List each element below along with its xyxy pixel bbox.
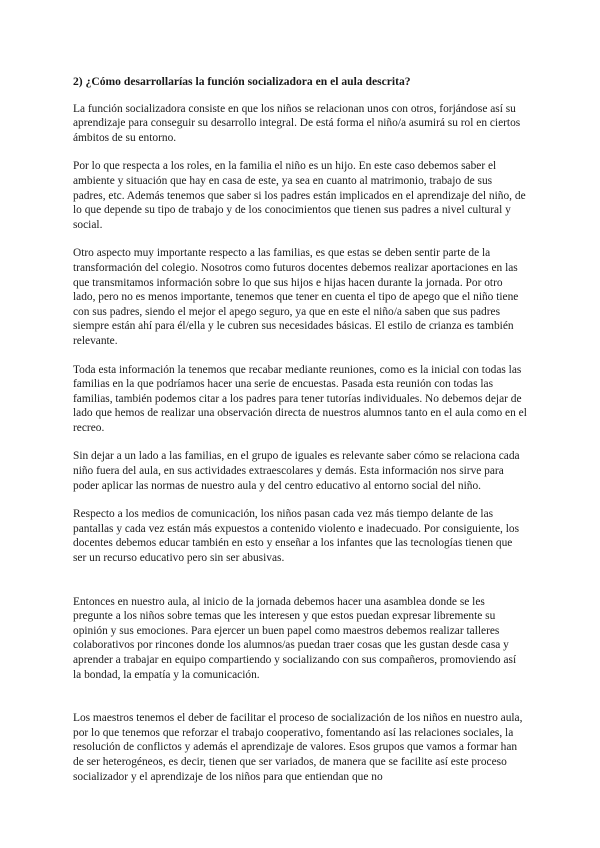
question-heading: 2) ¿Cómo desarrollarías la función socializadora en el aula descrita?: [73, 75, 411, 88]
paragraph-3: Otro aspecto muy importante respecto a las familias, es que estas se deben sentir parte de la transformación del colegio. Nosotros como futuros docentes debemos realizar aportaciones en las que transmitamos información sobre lo que sus hijos e hijas hacen durante la jornada. Por otro lado, pero no es menos importante, tenemos que tener en cuenta el tipo de apego que el niño tiene con sus padres, siendo el mejor el apego seguro, ya que en este el niño/a saben que sus padres siempre están ahí para él/ella y le cubren sus necesidades básicas. El estilo de crianza es también relevante.: [73, 247, 519, 347]
paragraph-8: Los maestros tenemos el deber de facilitar el proceso de socialización de los niños en nuestro aula, por lo que tenemos que reforzar el trabajo cooperativo, fomentando así las relaciones sociales, la resolución de conflictos y además el aprendizaje de valores. Esos grupos que vamos a formar han de ser heterogéneos, es decir, tienen que ser variados, de manera que se facilite así este proceso socializador y el aprendizaje de los niños para que entiendan que no: [73, 712, 523, 783]
paragraph-6: Respecto a los medios de comunicación, los niños pasan cada vez más tiempo delante de las pantallas y cada vez están más expuestos a contenido violento e inadecuado. Por consiguiente, los docentes debemos educar también en esto y enseñar a los infantes que las tecnologías tienen que ser un recurso educativo pero sin ser abusivas.: [73, 508, 519, 565]
paragraph-1: La función socializadora consiste en que los niños se relacionan unos con otros, forjándose así su aprendizaje para conseguir su desarrollo integral. De está forma el niño/a asumirá su rol en ciertos ámbitos de su entorno.: [73, 102, 521, 144]
paragraph-5: Sin dejar a un lado a las familias, en el grupo de iguales es relevante saber cómo se relaciona cada niño fuera del aula, en sus actividades extraescolares y demás. Esta información nos sirve para poder aplicar las normas de nuestro aula y del centro educativo al entorno social del niño.: [73, 450, 520, 492]
paragraph-7: Entonces en nuestro aula, al inicio de la jornada debemos hacer una asamblea donde se les pregunte a los niños sobre temas que les interesen y que estos puedan expresar libremente su opinión y sus emociones. Para ejercer un buen papel como maestros debemos realizar talleres colaborativos por rincones donde los alumnos/as puedan traer cosas que les gustan desde casa y aprender a trabajar en equipo compartiendo y socializando con sus compañeros, promoviendo así la bondad, la empatía y la comunicación.: [73, 595, 517, 681]
document-body: [73, 75, 527, 784]
paragraph-4: Toda esta información la tenemos que recabar mediante reuniones, como es la inicial con todas las familias en la que podríamos hacer una serie de encuestas. Pasada esta reunión con todas las familias, también podemos citar a los padres para tener tutorías individuales. No debemos dejar de lado que hemos de realizar una observación directa de nuestros alumnos tanto en el aula como en el recreo.: [73, 363, 527, 434]
paragraph-2: Por lo que respecta a los roles, en la familia el niño es un hijo. En este caso debemos saber el ambiente y situación que hay en casa de este, ya sea en cuanto al matrimonio, trabajo de sus padres, etc. Además tenemos que saber si los padres están implicados en el aprendizaje del niño, de lo que depende su tipo de trabajo y de los conocimientos que tienen sus padres a nivel cultural y social.: [73, 160, 526, 231]
